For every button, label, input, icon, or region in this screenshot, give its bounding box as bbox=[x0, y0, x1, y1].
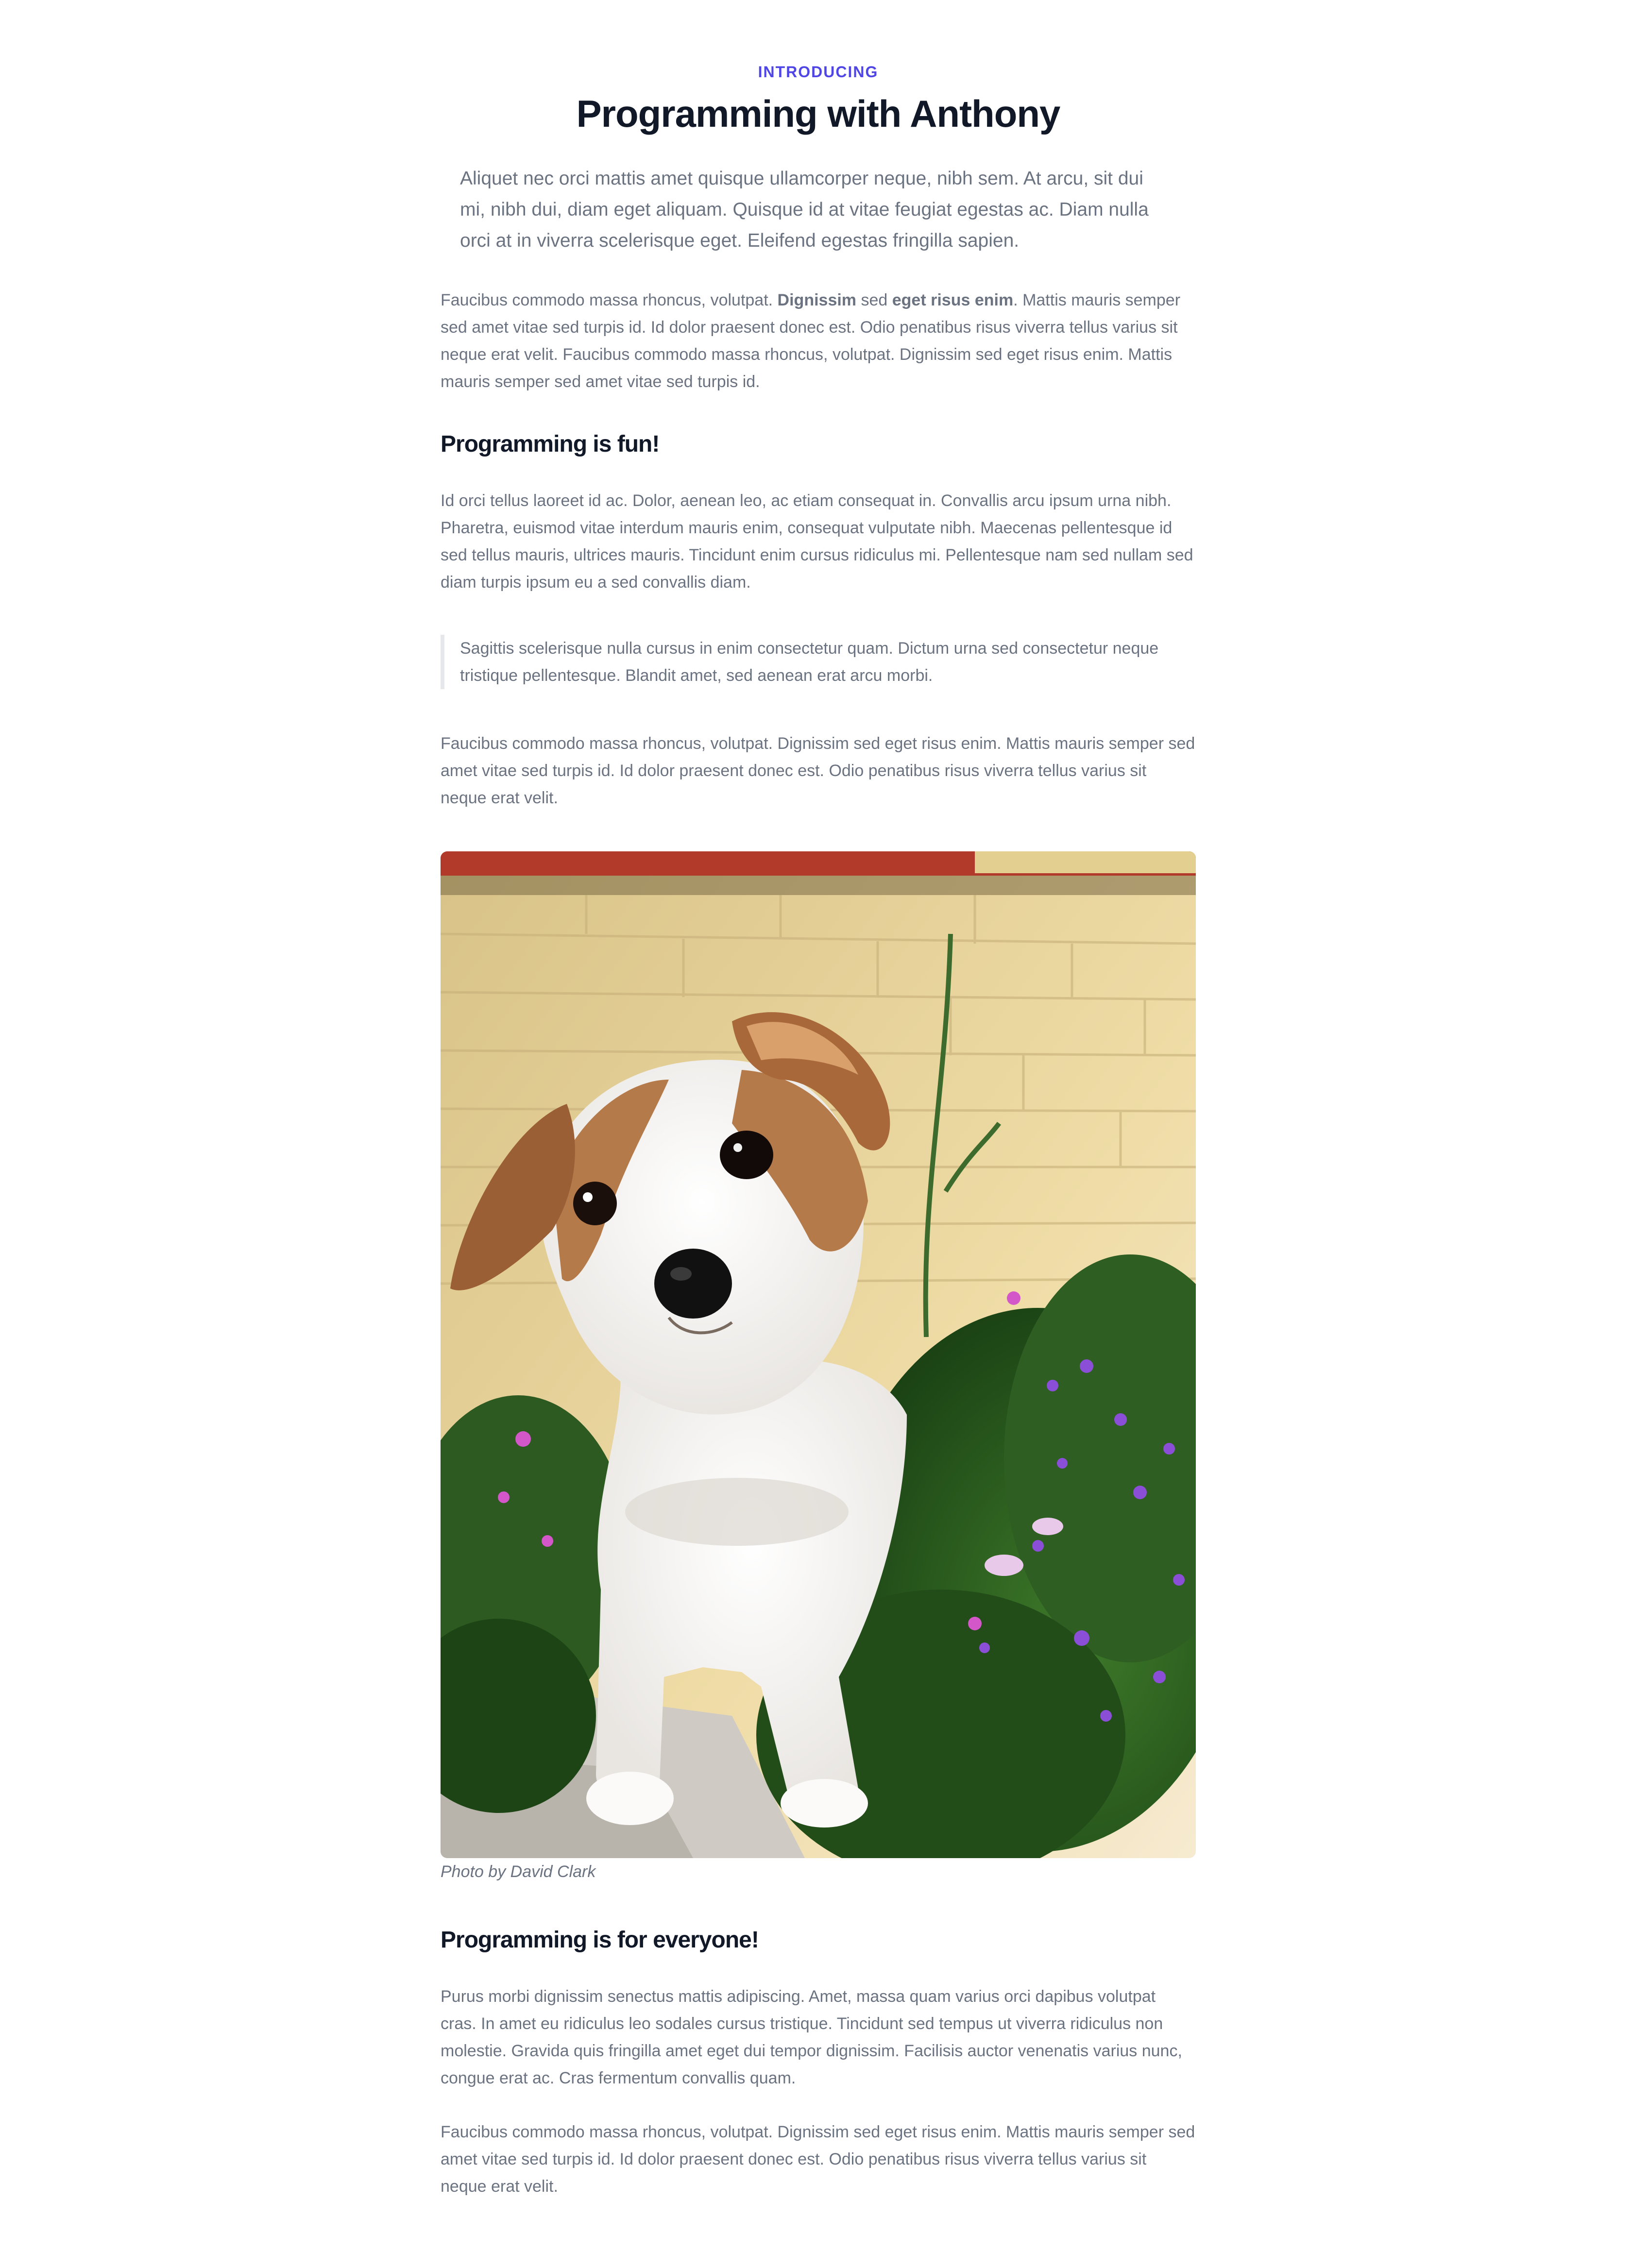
blockquote: Sagittis scelerisque nulla cursus in enim consectetur quam. Dictum urna sed consectetur neque tristique pellentesque. Blandit amet, sed aenean erat arcu morbi. bbox=[441, 635, 1189, 689]
section2-paragraph-2: Faucibus commodo massa rhoncus, volutpat. Dignissim sed eget risus enim. Mattis mauris semper sed amet vitae sed turpis id. Id dolor praesent donec est. Odio penatibus risus viverra tellus varius sit neque erat velit. bbox=[441, 2123, 1195, 2196]
section-heading-fun: Programming is fun! bbox=[441, 431, 660, 457]
section1-paragraph-after-quote: Faucibus commodo massa rhoncus, volutpat. Dignissim sed eget risus enim. Mattis mauris semper sed amet vitae sed turpis id. Id dolor praesent donec est. Odio penatibus risus viverra tellus varius sit neque erat velit. bbox=[441, 734, 1195, 807]
lead-paragraph: Aliquet nec orci mattis amet quisque ullamcorper neque, nibh sem. At arcu, sit dui mi, nibh dui, diam eget aliquam. Quisque id at vitae feugiat egestas ac. Diam nulla orci at in viverra scelerisque eget. Eleifend egestas fringilla sapien. bbox=[460, 168, 1149, 251]
page-title: Programming with Anthony bbox=[576, 92, 1060, 135]
intro-text-before: Faucibus commodo massa rhoncus, volutpat. bbox=[441, 291, 778, 309]
intro-text-middle: sed bbox=[856, 291, 892, 309]
section1-paragraph: Id orci tellus laoreet id ac. Dolor, aenean leo, ac etiam consequat in. Convallis arcu ipsum urna nibh. Pharetra, euismod vitae interdum mauris enim, consequat vulputate nibh. Maecenas pellentesque id sed tellus mauris, ultrices mauris. Tincidunt enim cursus ridiculus mi. Pellentesque nam sed nullam sed diam turpis ipsum eu a sed convallis diam. bbox=[441, 491, 1193, 592]
photo-caption: Photo by David Clark bbox=[441, 1862, 596, 1881]
section2-paragraph-1: Purus morbi dignissim senectus mattis adipiscing. Amet, massa quam varius orci dapibus volutpat cras. In amet eu ridiculus leo sodales cursus tristique. Tincidunt sed tempus ut viverra ridiculus non molestie. Gravida quis fringilla amet eget dui tempor dignissim. Facilisis auctor venenatis varius nunc, congue erat ac. Cras fermentum convallis quam. bbox=[441, 1987, 1182, 2087]
puppy-illustration bbox=[441, 851, 1196, 1858]
intro-bold-dignissim: Dignissim bbox=[777, 291, 857, 309]
section-heading-everyone: Programming is for everyone! bbox=[441, 1927, 759, 1953]
puppy-photo bbox=[441, 851, 1196, 1858]
eyebrow-label: INTRODUCING bbox=[758, 63, 879, 81]
intro-paragraph bbox=[441, 287, 1196, 395]
intro-text-after: . Mattis mauris semper sed amet vitae sed turpis id. Id dolor praesent donec est. Odio penatibus risus viverra tellus varius sit neque erat velit. Faucibus commodo massa rhoncus, volutpat. Dignissim sed eget risus enim. Mattis mauris semper sed amet vitae sed turpis id. bbox=[441, 291, 1181, 391]
intro-bold-eget-risus: eget risus enim bbox=[892, 291, 1014, 309]
